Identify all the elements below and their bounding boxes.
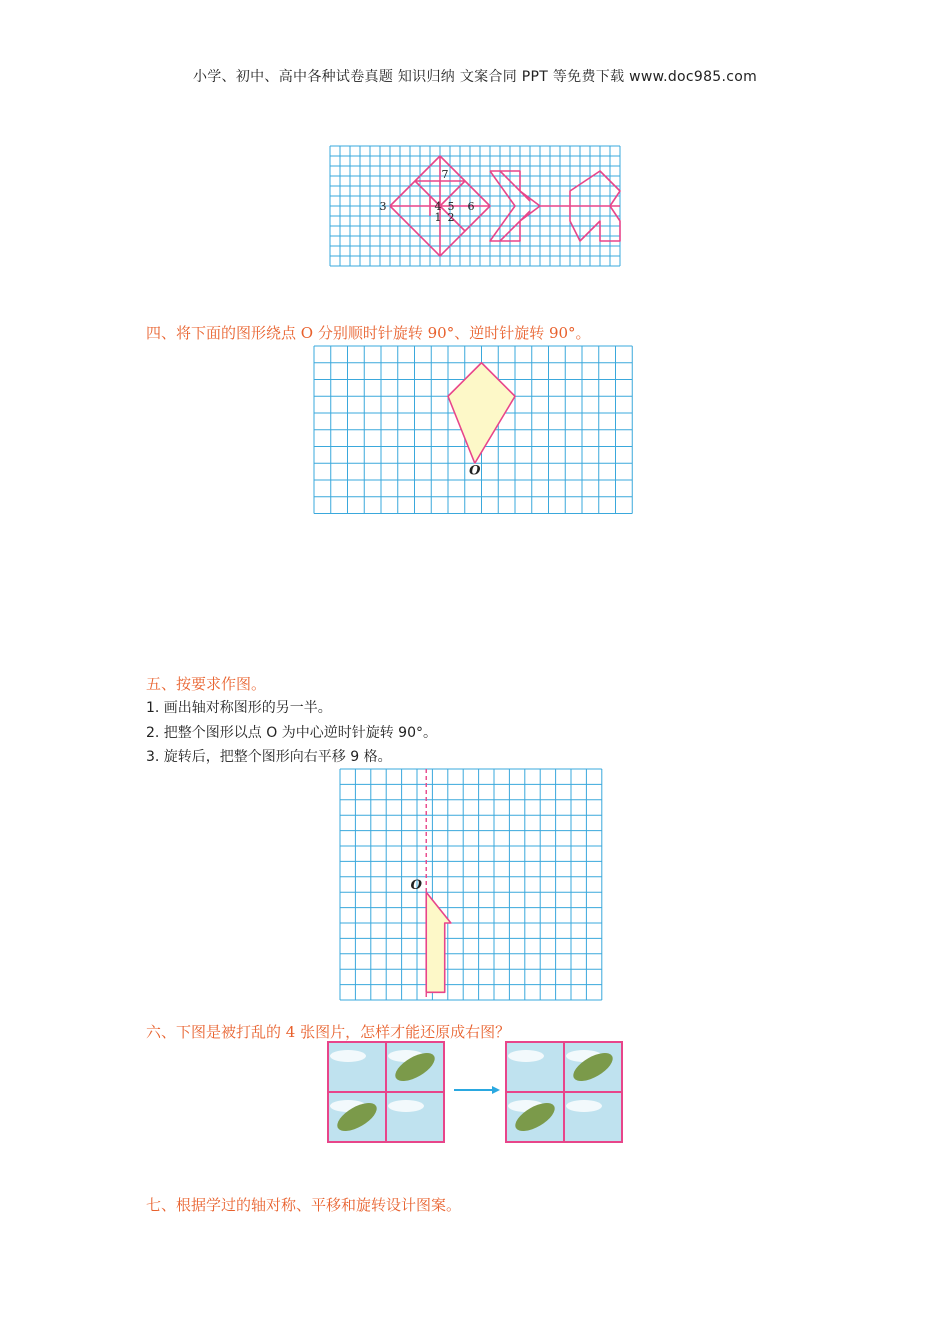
scrambled-puzzle-pictures: [328, 1042, 624, 1142]
tangram-label: 7: [441, 168, 449, 181]
symmetry-rotation-grid: [340, 769, 612, 1003]
point-o-label: O: [469, 463, 481, 479]
restored-picture: [506, 1042, 622, 1142]
point-o-label: O: [410, 878, 422, 894]
tangram-grid-figure: [330, 146, 620, 272]
kite-rotation-grid: [314, 346, 636, 514]
section-6-title: 六、下图是被打乱的 4 张图片，怎样才能还原成右图？: [146, 1023, 511, 1041]
scrambled-picture: [328, 1042, 444, 1142]
step-2: 2. 把整个图形以点 O 为中心逆时针旋转 90°。: [146, 725, 437, 741]
section-5-title: 五、按要求作图。: [146, 675, 267, 693]
step-1: 1. 画出轴对称图形的另一半。: [146, 700, 332, 716]
tangram-label: 4: [434, 200, 442, 213]
page-header: 小学、初中、高中各种试卷真题 知识归纳 文案合同 PPT 等免费下载 www.doc985.com: [192, 69, 758, 85]
arrow-head: [492, 1086, 500, 1094]
tangram-label: 3: [379, 200, 387, 213]
grid-lines: [340, 769, 602, 1000]
tangram-label: 1: [434, 211, 442, 224]
section-4-title: 四、将下面的图形绕点 O 分别顺时针旋转 90°、逆时针旋转 90°。: [146, 324, 591, 342]
tangram-label: 5: [447, 200, 455, 213]
tangram-label: 6: [467, 200, 475, 213]
tangram-label: 2: [447, 211, 455, 224]
step-3: 3. 旋转后，把整个图形向右平移 9 格。: [146, 749, 392, 765]
section-7-title: 七、根据学过的轴对称、平移和旋转设计图案。: [146, 1196, 462, 1214]
kite-shape: [448, 363, 515, 464]
